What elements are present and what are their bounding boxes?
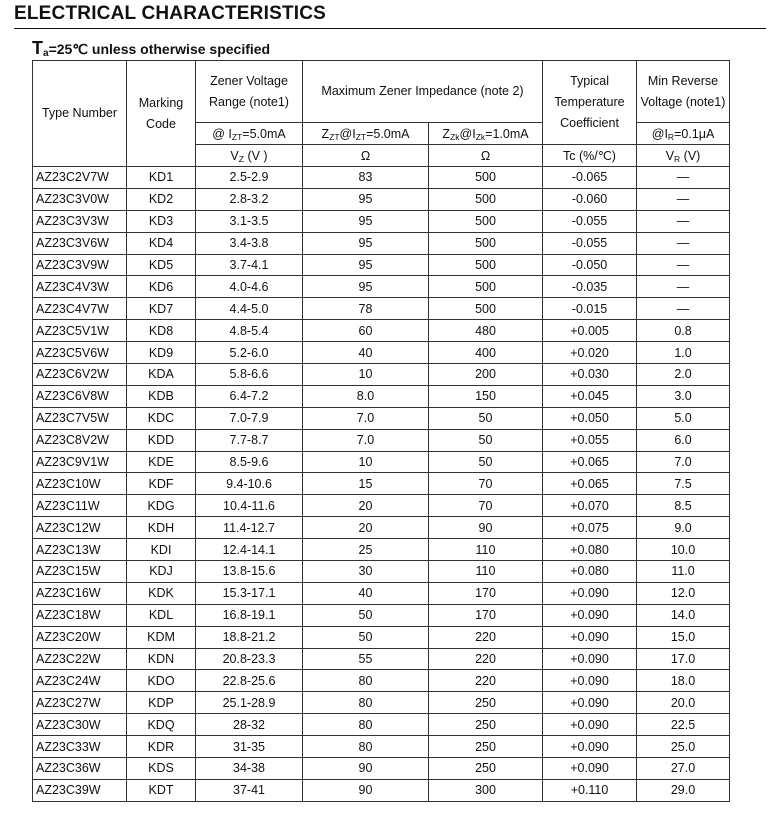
reverse-voltage-cell: — [637, 167, 730, 189]
header-reverse-voltage-condition: $@I_R=0.1\mu A$ [637, 123, 730, 145]
temp-coefficient-cell: +0.055 [543, 429, 637, 451]
type-number-cell: AZ23C12W [33, 517, 127, 539]
reverse-voltage-cell: — [637, 298, 730, 320]
zzt-cell: 95 [303, 188, 429, 210]
reverse-voltage-cell: 3.0 [637, 385, 730, 407]
table-row [33, 407, 730, 429]
marking-code-cell: KD2 [127, 188, 196, 210]
zzt-cell: 80 [303, 714, 429, 736]
marking-code-cell: KDD [127, 429, 196, 451]
marking-code-cell: KD4 [127, 232, 196, 254]
zener-voltage-cell: 6.4-7.2 [196, 385, 303, 407]
type-number-cell: AZ23C22W [33, 648, 127, 670]
temp-coefficient-cell: +0.030 [543, 364, 637, 386]
zzt-cell: 7.0 [303, 407, 429, 429]
condition-text: =25℃ unless otherwise specified [48, 41, 271, 57]
type-number-cell: AZ23C11W [33, 495, 127, 517]
type-number-cell: AZ23C24W [33, 670, 127, 692]
table-row [33, 714, 730, 736]
header-marking-code: Marking Code [127, 61, 196, 167]
zzt-cell: 60 [303, 320, 429, 342]
table-row [33, 298, 730, 320]
temp-coefficient-cell: +0.090 [543, 670, 637, 692]
zener-voltage-cell: 5.2-6.0 [196, 342, 303, 364]
header-reverse-voltage: Min Reverse Voltage (note1) [637, 61, 730, 123]
marking-code-cell: KDI [127, 539, 196, 561]
reverse-voltage-cell: 9.0 [637, 517, 730, 539]
zener-voltage-cell: 4.8-5.4 [196, 320, 303, 342]
table-row [33, 364, 730, 386]
type-number-cell: AZ23C9V1W [33, 451, 127, 473]
temp-coefficient-cell: -0.050 [543, 254, 637, 276]
reverse-voltage-cell: 10.0 [637, 539, 730, 561]
zzt-cell: 95 [303, 210, 429, 232]
zzk-cell: 250 [429, 692, 543, 714]
unit-zener-voltage: $V_Z$ (V ) [196, 145, 303, 167]
heading-block [14, 3, 766, 29]
zener-voltage-cell: 7.0-7.9 [196, 407, 303, 429]
table-row [33, 232, 730, 254]
zzk-cell: 220 [429, 670, 543, 692]
zzt-cell: 20 [303, 495, 429, 517]
unit-reverse-voltage: $V_R$ (V) [637, 145, 730, 167]
temp-coefficient-cell: +0.090 [543, 648, 637, 670]
temp-coefficient-cell: +0.090 [543, 582, 637, 604]
temp-coefficient-cell: +0.090 [543, 626, 637, 648]
table-row [33, 320, 730, 342]
zzk-cell: 250 [429, 714, 543, 736]
condition-symbol-sub: a [43, 48, 49, 59]
header-zener-impedance: Maximum Zener Impedance (note 2) [303, 61, 543, 123]
zzt-cell: 20 [303, 517, 429, 539]
zener-voltage-cell: 16.8-19.1 [196, 604, 303, 626]
table-row [33, 473, 730, 495]
condition-symbol: T [32, 38, 43, 58]
zener-voltage-cell: 13.8-15.6 [196, 561, 303, 583]
zzt-cell: 10 [303, 451, 429, 473]
reverse-voltage-cell: 2.0 [637, 364, 730, 386]
type-number-cell: AZ23C3V3W [33, 210, 127, 232]
characteristics-table [32, 60, 730, 802]
zzk-cell: 500 [429, 167, 543, 189]
type-number-cell: AZ23C4V3W [33, 276, 127, 298]
zzt-cell: 90 [303, 779, 429, 801]
type-number-cell: AZ23C15W [33, 561, 127, 583]
marking-code-cell: KD5 [127, 254, 196, 276]
temp-coefficient-cell: +0.110 [543, 779, 637, 801]
marking-code-cell: KDF [127, 473, 196, 495]
zzt-cell: 25 [303, 539, 429, 561]
table-row [33, 254, 730, 276]
header-zzt-condition: $Z_{ZT}@I_{ZT}=5.0mA$ [303, 123, 429, 145]
zzt-cell: 95 [303, 232, 429, 254]
table-row [33, 561, 730, 583]
type-number-cell: AZ23C5V1W [33, 320, 127, 342]
reverse-voltage-cell: 1.0 [637, 342, 730, 364]
table-body [33, 167, 730, 802]
marking-code-cell: KDH [127, 517, 196, 539]
reverse-voltage-cell: 14.0 [637, 604, 730, 626]
zzt-cell: 7.0 [303, 429, 429, 451]
zzt-cell: 95 [303, 276, 429, 298]
marking-code-cell: KD8 [127, 320, 196, 342]
temp-coefficient-cell: -0.060 [543, 188, 637, 210]
type-number-cell: AZ23C4V7W [33, 298, 127, 320]
table-row [33, 276, 730, 298]
zzk-cell: 400 [429, 342, 543, 364]
table-row [33, 385, 730, 407]
unit-zzk: Ω [429, 145, 543, 167]
zzk-cell: 500 [429, 210, 543, 232]
table-row [33, 342, 730, 364]
table-row [33, 167, 730, 189]
zener-voltage-cell: 7.7-8.7 [196, 429, 303, 451]
temp-coefficient-cell: -0.015 [543, 298, 637, 320]
marking-code-cell: KDJ [127, 561, 196, 583]
zzk-cell: 110 [429, 561, 543, 583]
zener-voltage-cell: 5.8-6.6 [196, 364, 303, 386]
marking-code-cell: KDM [127, 626, 196, 648]
temp-coefficient-cell: -0.055 [543, 232, 637, 254]
temp-coefficient-cell: -0.065 [543, 167, 637, 189]
type-number-cell: AZ23C8V2W [33, 429, 127, 451]
reverse-voltage-cell: — [637, 232, 730, 254]
zzt-cell: 95 [303, 254, 429, 276]
type-number-cell: AZ23C18W [33, 604, 127, 626]
zzk-cell: 500 [429, 298, 543, 320]
table-row [33, 736, 730, 758]
zzt-cell: 50 [303, 626, 429, 648]
temp-coefficient-cell: +0.090 [543, 714, 637, 736]
marking-code-cell: KDR [127, 736, 196, 758]
table-row [33, 582, 730, 604]
zzk-cell: 250 [429, 736, 543, 758]
zzk-cell: 300 [429, 779, 543, 801]
reverse-voltage-cell: 29.0 [637, 779, 730, 801]
type-number-cell: AZ23C5V6W [33, 342, 127, 364]
reverse-voltage-cell: 25.0 [637, 736, 730, 758]
reverse-voltage-cell: — [637, 276, 730, 298]
zener-voltage-cell: 10.4-11.6 [196, 495, 303, 517]
temp-coefficient-cell: +0.005 [543, 320, 637, 342]
type-number-cell: AZ23C27W [33, 692, 127, 714]
zzt-cell: 30 [303, 561, 429, 583]
reverse-voltage-cell: 18.0 [637, 670, 730, 692]
marking-code-cell: KDS [127, 758, 196, 780]
marking-code-cell: KDN [127, 648, 196, 670]
reverse-voltage-cell: 0.8 [637, 320, 730, 342]
temp-coefficient-cell: +0.090 [543, 736, 637, 758]
zzt-cell: 80 [303, 736, 429, 758]
zener-voltage-cell: 31-35 [196, 736, 303, 758]
table-row [33, 188, 730, 210]
temp-coefficient-cell: +0.090 [543, 604, 637, 626]
type-number-cell: AZ23C6V8W [33, 385, 127, 407]
type-number-cell: AZ23C30W [33, 714, 127, 736]
marking-code-cell: KDB [127, 385, 196, 407]
marking-code-cell: KDT [127, 779, 196, 801]
zener-voltage-cell: 3.4-3.8 [196, 232, 303, 254]
marking-code-cell: KD9 [127, 342, 196, 364]
reverse-voltage-cell: — [637, 210, 730, 232]
zzk-cell: 220 [429, 626, 543, 648]
table-row [33, 626, 730, 648]
zzk-cell: 170 [429, 582, 543, 604]
marking-code-cell: KD1 [127, 167, 196, 189]
table-row [33, 539, 730, 561]
zzt-cell: 50 [303, 604, 429, 626]
temp-coefficient-cell: +0.065 [543, 451, 637, 473]
table-row [33, 758, 730, 780]
type-number-cell: AZ23C16W [33, 582, 127, 604]
table-row [33, 429, 730, 451]
zzk-cell: 50 [429, 407, 543, 429]
temp-coefficient-cell: +0.075 [543, 517, 637, 539]
type-number-cell: AZ23C33W [33, 736, 127, 758]
reverse-voltage-cell: 7.0 [637, 451, 730, 473]
type-number-cell: AZ23C3V0W [33, 188, 127, 210]
page-title: ELECTRICAL CHARACTERISTICS [14, 3, 766, 29]
zzk-cell: 70 [429, 473, 543, 495]
temp-coefficient-cell: +0.090 [543, 758, 637, 780]
type-number-cell: AZ23C2V7W [33, 167, 127, 189]
reverse-voltage-cell: 12.0 [637, 582, 730, 604]
type-number-cell: AZ23C36W [33, 758, 127, 780]
zener-voltage-cell: 11.4-12.7 [196, 517, 303, 539]
temp-coefficient-cell: +0.070 [543, 495, 637, 517]
marking-code-cell: KD7 [127, 298, 196, 320]
temp-coefficient-cell: +0.080 [543, 539, 637, 561]
marking-code-cell: KDE [127, 451, 196, 473]
table-row [33, 648, 730, 670]
table-row [33, 517, 730, 539]
zzk-cell: 250 [429, 758, 543, 780]
temp-coefficient-cell: +0.045 [543, 385, 637, 407]
zener-voltage-cell: 37-41 [196, 779, 303, 801]
temp-coefficient-cell: +0.050 [543, 407, 637, 429]
marking-code-cell: KDK [127, 582, 196, 604]
reverse-voltage-cell: 27.0 [637, 758, 730, 780]
reverse-voltage-cell: 22.5 [637, 714, 730, 736]
temp-coefficient-cell: -0.035 [543, 276, 637, 298]
zener-voltage-cell: 18.8-21.2 [196, 626, 303, 648]
zener-voltage-cell: 22.8-25.6 [196, 670, 303, 692]
zzt-cell: 8.0 [303, 385, 429, 407]
reverse-voltage-cell: — [637, 254, 730, 276]
zzt-cell: 10 [303, 364, 429, 386]
type-number-cell: AZ23C10W [33, 473, 127, 495]
marking-code-cell: KDC [127, 407, 196, 429]
zzk-cell: 50 [429, 429, 543, 451]
zener-voltage-cell: 25.1-28.9 [196, 692, 303, 714]
zzk-cell: 200 [429, 364, 543, 386]
zzk-cell: 480 [429, 320, 543, 342]
zzt-cell: 83 [303, 167, 429, 189]
table-row [33, 604, 730, 626]
zzt-cell: 90 [303, 758, 429, 780]
zzk-cell: 110 [429, 539, 543, 561]
zzt-cell: 80 [303, 692, 429, 714]
zzk-cell: 500 [429, 232, 543, 254]
zener-voltage-cell: 3.7-4.1 [196, 254, 303, 276]
zzk-cell: 150 [429, 385, 543, 407]
zener-voltage-cell: 28-32 [196, 714, 303, 736]
zzk-cell: 70 [429, 495, 543, 517]
reverse-voltage-cell: 6.0 [637, 429, 730, 451]
zener-voltage-cell: 2.5-2.9 [196, 167, 303, 189]
table-row [33, 779, 730, 801]
zzt-cell: 78 [303, 298, 429, 320]
reverse-voltage-cell: 11.0 [637, 561, 730, 583]
type-number-cell: AZ23C6V2W [33, 364, 127, 386]
zzk-cell: 500 [429, 188, 543, 210]
reverse-voltage-cell: 15.0 [637, 626, 730, 648]
marking-code-cell: KD6 [127, 276, 196, 298]
header-zzk-condition: $Z_{Zk}@I_{Zk}=1.0mA$ [429, 123, 543, 145]
zener-voltage-cell: 3.1-3.5 [196, 210, 303, 232]
table-row [33, 210, 730, 232]
temp-coefficient-cell: +0.090 [543, 692, 637, 714]
table-row [33, 495, 730, 517]
marking-code-cell: KDG [127, 495, 196, 517]
type-number-cell: AZ23C39W [33, 779, 127, 801]
table-row [33, 692, 730, 714]
temp-coefficient-cell: +0.020 [543, 342, 637, 364]
type-number-cell: AZ23C13W [33, 539, 127, 561]
reverse-voltage-cell: 20.0 [637, 692, 730, 714]
zener-voltage-cell: 15.3-17.1 [196, 582, 303, 604]
table-row [33, 670, 730, 692]
test-condition [32, 38, 270, 59]
zener-voltage-cell: 4.0-4.6 [196, 276, 303, 298]
reverse-voltage-cell: 5.0 [637, 407, 730, 429]
reverse-voltage-cell: — [637, 188, 730, 210]
zener-voltage-cell: 20.8-23.3 [196, 648, 303, 670]
temp-coefficient-cell: +0.080 [543, 561, 637, 583]
header-temp-coefficient: Typical Temperature Coefficient [543, 61, 637, 145]
temp-coefficient-cell: -0.055 [543, 210, 637, 232]
zzk-cell: 90 [429, 517, 543, 539]
marking-code-cell: KDQ [127, 714, 196, 736]
temp-coefficient-cell: +0.065 [543, 473, 637, 495]
zzt-cell: 40 [303, 342, 429, 364]
marking-code-cell: KDO [127, 670, 196, 692]
zzt-cell: 15 [303, 473, 429, 495]
type-number-cell: AZ23C7V5W [33, 407, 127, 429]
zener-voltage-cell: 8.5-9.6 [196, 451, 303, 473]
zzk-cell: 500 [429, 254, 543, 276]
marking-code-cell: KDL [127, 604, 196, 626]
zzk-cell: 170 [429, 604, 543, 626]
zener-voltage-cell: 4.4-5.0 [196, 298, 303, 320]
zzk-cell: 220 [429, 648, 543, 670]
zzk-cell: 50 [429, 451, 543, 473]
unit-temp-coefficient: Tc (%/℃) [543, 145, 637, 167]
zener-voltage-cell: 9.4-10.6 [196, 473, 303, 495]
zzk-cell: 500 [429, 276, 543, 298]
table-row [33, 451, 730, 473]
reverse-voltage-cell: 7.5 [637, 473, 730, 495]
zener-voltage-cell: 34-38 [196, 758, 303, 780]
zener-voltage-cell: 2.8-3.2 [196, 188, 303, 210]
type-number-cell: AZ23C3V9W [33, 254, 127, 276]
header-type-number: Type Number [33, 61, 127, 167]
zzt-cell: 80 [303, 670, 429, 692]
marking-code-cell: KDP [127, 692, 196, 714]
reverse-voltage-cell: 17.0 [637, 648, 730, 670]
header-zener-voltage: Zener Voltage Range (note1) [196, 61, 303, 123]
type-number-cell: AZ23C20W [33, 626, 127, 648]
marking-code-cell: KD3 [127, 210, 196, 232]
unit-zzt: Ω [303, 145, 429, 167]
header-zener-voltage-condition: @ $I_{ZT}=5.0mA$ [196, 123, 303, 145]
zener-voltage-cell: 12.4-14.1 [196, 539, 303, 561]
reverse-voltage-cell: 8.5 [637, 495, 730, 517]
zzt-cell: 40 [303, 582, 429, 604]
zzt-cell: 55 [303, 648, 429, 670]
marking-code-cell: KDA [127, 364, 196, 386]
type-number-cell: AZ23C3V6W [33, 232, 127, 254]
